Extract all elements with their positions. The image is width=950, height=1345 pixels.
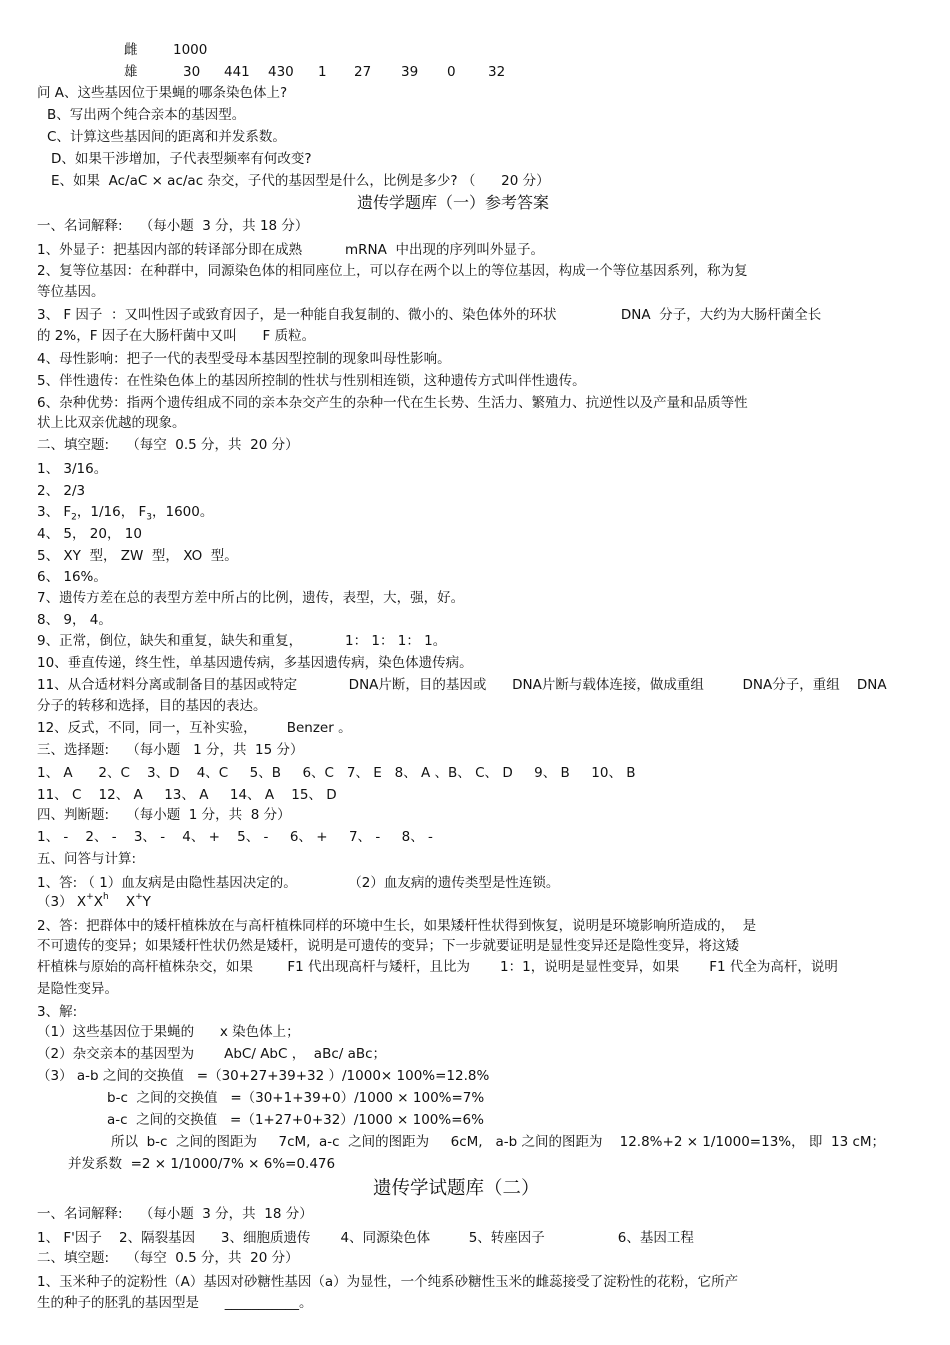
answer-line: 是隐性变异。 — [37, 981, 118, 997]
section-heading: 二、填空题: （每空 0.5 分，共 20 分） — [37, 1250, 299, 1266]
question-line: C、计算这些基因间的距离和并发系数。 — [47, 129, 286, 145]
answer-line: 2、答：把群体中的矮杆植株放在与高杆植株同样的环境中生长，如果矮杆性状得到恢复，说明是环境影响所造成的， 是 — [37, 918, 757, 934]
answer-line: a-c 之间的交换值 =（1+27+0+32）/1000 × 100%=6% — [107, 1112, 484, 1128]
answer-line: （3） $X^+X^h$ X+Y — [37, 891, 151, 910]
answer-line: （1）这些基因位于果蝇的 x 染色体上； — [37, 1024, 300, 1040]
answer-line: 10、垂直传递，终生性，单基因遗传病，多基因遗传病，染色体遗传病。 — [37, 655, 473, 671]
answer-line: 状上比双亲优越的现象。 — [37, 415, 186, 431]
answer-line: 9、正常，倒位，缺失和重复，缺失和重复， 1： 1： 1： 1。 — [37, 633, 447, 649]
answer-line: 1、 - 2、 - 3、 - 4、 + 5、 - 6、 + 7、 - 8、 - — [37, 829, 433, 845]
table-cell: 32 — [488, 64, 506, 80]
answer-line: 7、遗传方差在总的表型方差中所占的比例，遗传，表型，大，强，好。 — [37, 590, 465, 606]
answer-title: 遗传学题库（一）参考答案 — [357, 193, 550, 212]
answer-line: 生的种子的胚乳的基因型是 ___________。 — [37, 1295, 313, 1311]
answer-line: 的 2%，F 因子在大肠杆菌中又叫 F 质粒。 — [37, 328, 316, 344]
answer-line: 1、玉米种子的淀粉性（A）基因对砂糖性基因（a）为显性，一个纯系砂糖性玉米的雌蕊接受了淀粉性的花粉，它所产 — [37, 1274, 739, 1290]
answer-line: 3、解: — [37, 1004, 78, 1020]
section-heading: 四、判断题: （每小题 1 分，共 8 分） — [37, 807, 291, 823]
answer-line: 5、伴性遗传：在性染色体上的基因所控制的性状与性别相连锁，这种遗传方式叫伴性遗传。 — [37, 373, 586, 389]
answer-line: 1、答: （ 1）血友病是由隐性基因决定的。 （2）血友病的遗传类型是性连锁。 — [37, 875, 560, 891]
test2-title: 遗传学试题库（二） — [373, 1178, 540, 1199]
answer-line: 2、复等位基因：在种群中，同源染色体的相同座位上，可以存在两个以上的等位基因，构成一个等位基因系列，称为复 — [37, 263, 748, 279]
table-row-label: 雌 — [124, 42, 138, 58]
question-line: B、写出两个纯合亲本的基因型。 — [47, 107, 246, 123]
answer-line: 6、杂种优势：指两个遗传组成不同的亲本杂交产生的杂种一代在生长势、生活力、繁殖力、抗逆性以及产量和品质等性 — [37, 395, 748, 411]
table-row-label: 雄 — [124, 64, 138, 80]
answer-line: 11、 C 12、 A 13、 A 14、 A 15、 D — [37, 787, 337, 803]
answer-line: 6、 16%。 — [37, 569, 107, 585]
section-heading: 二、填空题: （每空 0.5 分，共 20 分） — [37, 437, 299, 453]
section-heading: 五、问答与计算: — [37, 851, 137, 867]
table-cell: 1000 — [173, 42, 208, 58]
answer-line: 分子的转移和选择，目的基因的表达。 — [37, 698, 267, 714]
answer-line: 1、外显子：把基因内部的转译部分即在成熟 mRNA 中出现的序列叫外显子。 — [37, 242, 544, 258]
table-cell: 0 — [447, 64, 456, 80]
table-cell: 1 — [318, 64, 327, 80]
question-line: E、如果 Ac/aC × ac/ac 杂交，子代的基因型是什么，比例是多少? （ 20 分） — [51, 173, 550, 189]
answer-line: （3） a-b 之间的交换值 =（30+27+39+32 ）/1000× 100%=12.8% — [37, 1068, 490, 1084]
table-cell: 27 — [354, 64, 372, 80]
question-line: 问 A、这些基因位于果蝇的哪条染色体上? — [37, 85, 288, 101]
answer-line: 8、 9， 4。 — [37, 612, 112, 628]
answer-line: 杆植株与原始的高杆植株杂交，如果 F1 代出现高杆与矮杆，且比为 1：1，说明是显性变异，如果 F1 代全为高杆，说明 — [37, 959, 838, 975]
section-heading: 一、名词解释: （每小题 3 分，共 18 分） — [37, 218, 309, 234]
section-heading: 三、选择题: （每小题 1 分，共 15 分） — [37, 742, 304, 758]
answer-line: 3、 F 因子 ：又叫性因子或致育因子，是一种能自我复制的、微小的、染色体外的环状 DNA 分子，大约为大肠杆菌全长 — [37, 307, 822, 323]
answer-line: 2、 2/3 — [37, 483, 86, 499]
answer-line: （2）杂交亲本的基因型为 AbC/ AbC ， aBc/ aBc； — [37, 1046, 387, 1062]
answer-line: 3、 $F_2$，1/16， $F_3$，1600。 — [37, 504, 214, 523]
answer-line: 所以 b-c 之间的图距为 7cM, a-c 之间的图距为 6cM, a-b 之间的图距为 12.8%+2 × 1/1000=13%， 即 13 cM； — [111, 1134, 886, 1150]
table-cell: 30 — [183, 64, 201, 80]
answer-line: b-c 之间的交换值 =（30+1+39+0）/1000 × 100%=7% — [107, 1090, 485, 1106]
answer-line: 11、从合适材料分离或制备目的基因或特定 DNA片断，目的基因或 DNA片断与载体连接，做成重组 DNA分子，重组 DNA — [37, 677, 887, 693]
table-cell: 441 — [224, 64, 250, 80]
answer-line: 5、 XY 型， ZW 型， XO 型。 — [37, 548, 238, 564]
table-cell: 39 — [401, 64, 419, 80]
answer-line: 4、母性影响：把子一代的表型受母本基因型控制的现象叫母性影响。 — [37, 351, 451, 367]
answer-line: 不可遗传的变异；如果矮杆性状仍然是矮杆，说明是可遗传的变异；下一步就要证明是显性变异还是隐性变异，将这矮 — [37, 938, 739, 954]
answer-line: 等位基因。 — [37, 284, 105, 300]
answer-line: 1、 A 2、C 3、D 4、C 5、B 6、C 7、 E 8、 A 、B、 C、 D 9、 B 10、 B — [37, 765, 636, 781]
answer-line: 4、 5， 20， 10 — [37, 526, 142, 542]
table-cell: 430 — [268, 64, 294, 80]
section-heading: 一、名词解释: （每小题 3 分，共 18 分） — [37, 1206, 313, 1222]
answer-line: 12、反式，不同，同一，互补实验， Benzer 。 — [37, 720, 352, 736]
answer-line: 1、 3/16。 — [37, 461, 108, 477]
answer-line: 1、 F'因子 2、隔裂基因 3、细胞质遗传 4、同源染色体 5、转座因子 6、基因工程 — [37, 1230, 694, 1246]
question-line: D、如果干涉增加，子代表型频率有何改变? — [51, 151, 312, 167]
answer-line: 并发系数 =2 × 1/1000/7% × 6%=0.476 — [68, 1156, 336, 1172]
